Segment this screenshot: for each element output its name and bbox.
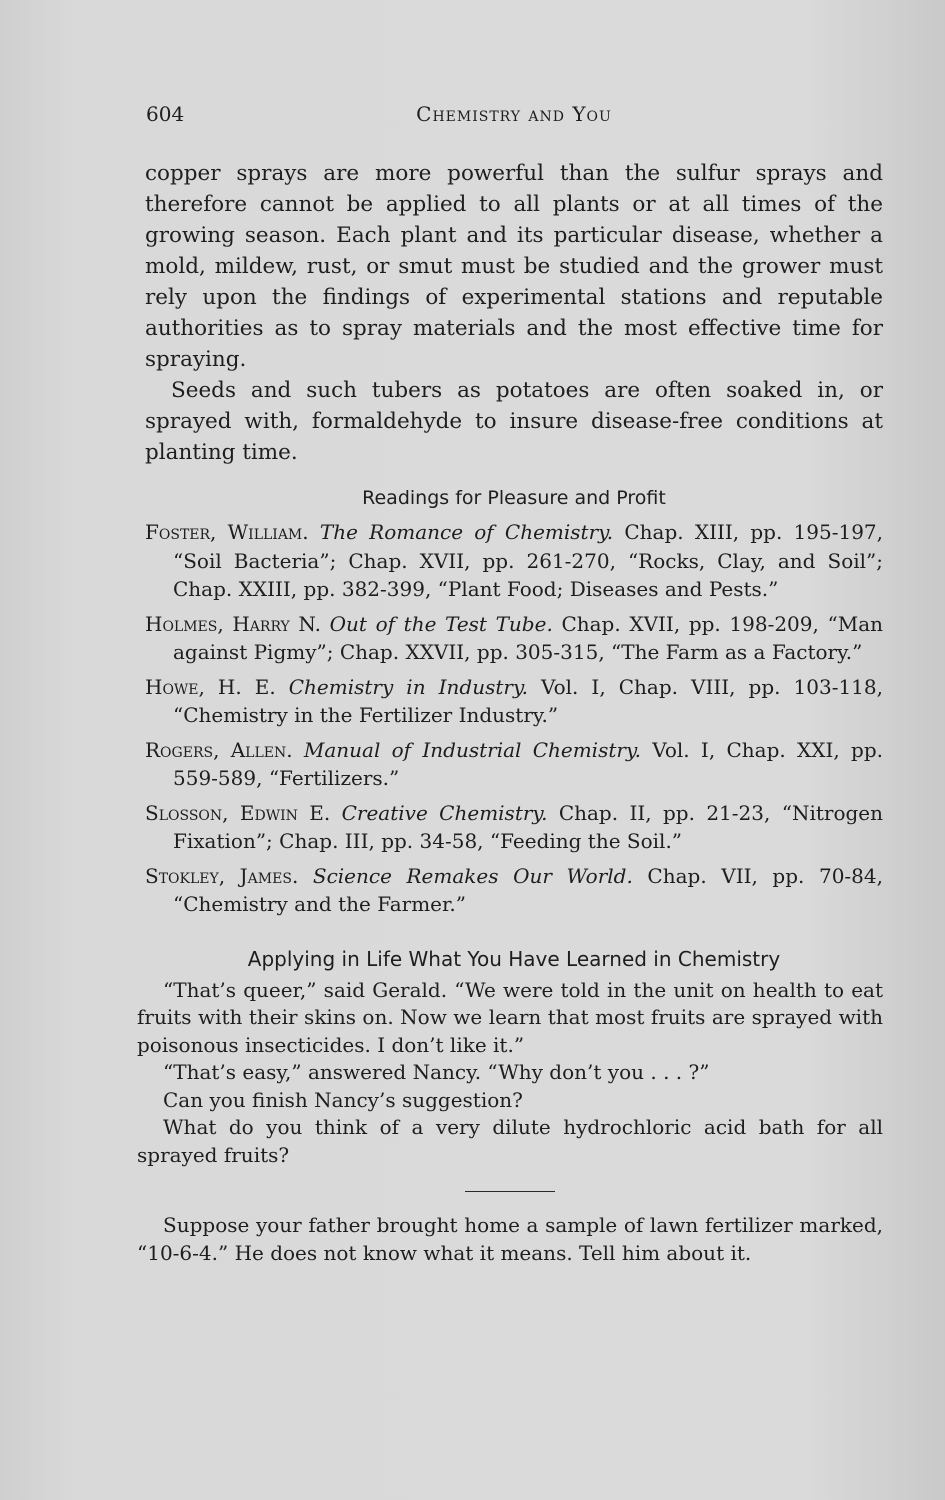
readings-heading: Readings for Pleasure and Profit [362,487,666,509]
body-paragraph: copper sprays are more powerful than the sulfur sprays and therefore cannot be applied to all plants or at all times of the growing season. Each plant and its particular disease, whether a mold, mildew, rust, or smut must be studied and the grower must rely upon the findings of experimental stations and reputable authorities as to spray materials and the most effective time for spraying. [145,161,883,372]
applying-paragraph: Can you finish Nancy’s suggestion? [163,1087,523,1112]
reading-title: Manual of Industrial Chemistry. [303,737,641,762]
reading-title: The Romance of Chemistry. [319,520,614,544]
applying-paragraph: “That’s easy,” answered Nancy. “Why don’t you . . . ?” [163,1060,710,1084]
applying-section [137,977,883,1268]
reading-details: Chap. II, pp. 21-23, “Nitrogen Fixation”; Chap. III, pp. 34-58, “Feeding the Soil.” [173,800,884,853]
reading-author: Holmes, Harry N. [145,611,321,636]
section-divider [465,1191,555,1192]
reading-entry [145,862,883,919]
applying-heading: Applying in Life What You Have Learned in Chemistry [247,946,781,971]
reading-details: Chap. VII, pp. 70-84, “Chemistry and the Farmer.” [173,863,883,916]
reading-author: Rogers, Allen. [145,737,293,762]
reading-details: Vol. I, Chap. XXI, pp. 559-589, “Fertilizers.” [173,737,884,790]
reading-author: Slosson, Edwin E. [145,800,331,825]
reading-title: Creative Chemistry. [341,800,548,825]
applying-final-paragraph: Suppose your father brought home a sample of lawn fertilizer marked, “10-6-4.” He does not know what it means. Tell him about it. [137,1213,883,1265]
reading-details: Chap. XVII, pp. 198-209, “Man against Pigmy”; Chap. XXVII, pp. 305-315, “The Farm as a Factory.” [173,611,884,664]
reading-entry [145,736,883,793]
reading-title: Out of the Test Tube. [329,611,553,636]
reading-title: Chemistry in Industry. [288,674,528,699]
applying-paragraph: “That’s queer,” said Gerald. “We were told in the unit on health to eat fruits with their skins on. Now we learn that most fruits are sprayed with poisonous insecticides. I don’t like it.” [137,977,883,1057]
reading-entry [145,610,883,667]
applying-paragraph: What do you think of a very dilute hydrochloric acid bath for all sprayed fruits? [137,1115,883,1167]
page-number: 604 [146,102,185,126]
running-head [146,102,882,132]
reading-author: Howe, H. E. [145,674,276,699]
book-title: Chemistry and You [416,102,612,126]
page-content [137,158,884,1267]
reading-entry [145,799,883,856]
reading-entry [145,518,883,604]
reading-details: Chap. XIII, pp. 195-197, “Soil Bacteria”; Chap. XVII, pp. 261-270, “Rocks, Clay, and Soil”; Chap. XXIII, pp. 382-399, “Plant Food; Diseases and Pests.” [173,520,884,601]
body-paragraph: Seeds and such tubers as potatoes are often soaked in, or sprayed with, formaldehyde to insure disease-free conditions at planting time. [145,378,883,465]
reading-title: Science Remakes Our World. [312,863,633,888]
reading-details: Vol. I, Chap. VIII, pp. 103-118, “Chemistry in the Fertilizer Industry.” [173,674,883,727]
readings-list [145,518,883,919]
reading-author: Foster, William. [145,520,309,544]
reading-entry [145,673,883,730]
reading-author: Stokley, James. [145,863,299,888]
